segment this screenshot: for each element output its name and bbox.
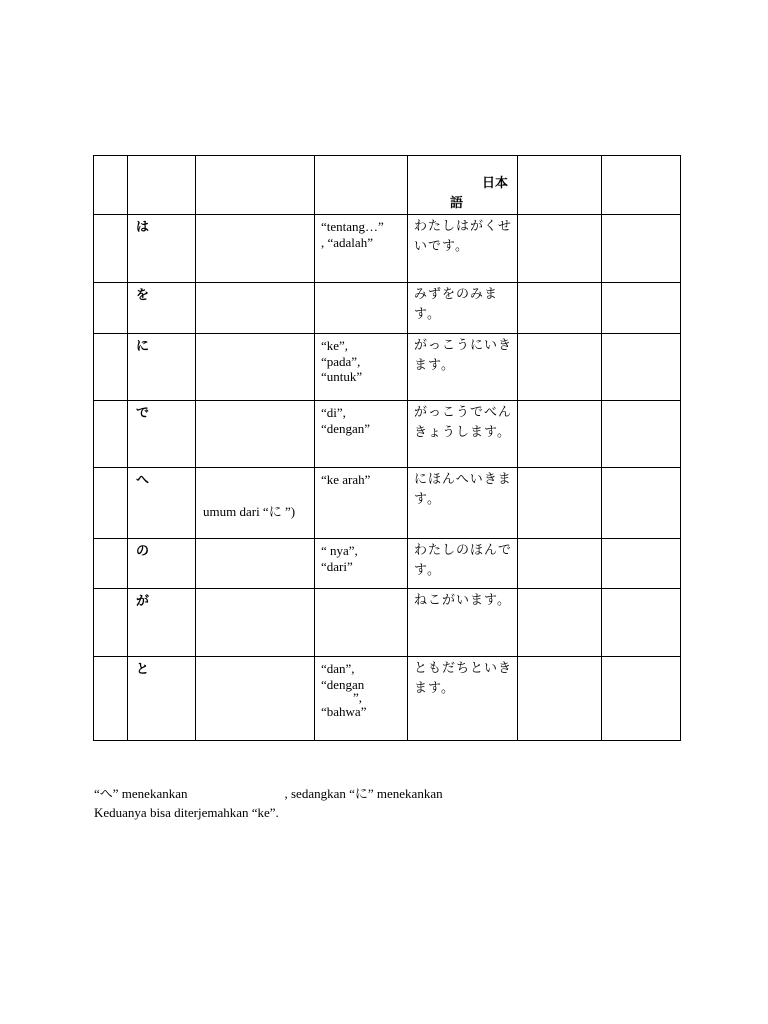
footer-text: , sedangkan “に” menekankan	[284, 786, 443, 801]
meaning-line: ”,	[353, 690, 363, 706]
particle-table	[93, 155, 681, 741]
header-japanese-line1: 日本	[481, 176, 508, 191]
meaning-line: “ nya”,	[321, 543, 358, 558]
meaning-cell	[315, 401, 407, 436]
example-cell: ともだちといきます。	[414, 661, 513, 696]
meaning-line: “untuk”	[321, 369, 363, 385]
example-cell: にほんへいきます。	[414, 472, 512, 507]
footer-text: “へ” menekankan	[94, 786, 188, 801]
header-cell	[196, 156, 315, 215]
meaning-cell	[315, 215, 407, 250]
table-row	[94, 657, 681, 741]
meaning-line: “ke arah”	[321, 472, 371, 487]
particle-cell: に	[136, 339, 150, 354]
footer-line-2: Keduanya bisa diterjemahkan “ke”.	[94, 805, 279, 820]
meaning-line: “dengan”	[321, 420, 371, 436]
footer-line-1	[94, 785, 443, 803]
meaning-line: “pada”,	[321, 353, 361, 369]
header-cell	[602, 156, 681, 215]
meaning-line: , “adalah”	[321, 234, 373, 250]
meaning-line: “di”,	[321, 405, 346, 420]
table-row	[94, 283, 681, 334]
example-cell: がっこうでべんきょうします。	[414, 405, 513, 440]
example-cell: がっこうにいきます。	[414, 338, 513, 373]
meaning-line: “dari”	[321, 558, 353, 574]
table-row	[94, 334, 681, 401]
particle-cell: が	[136, 594, 150, 609]
header-cell	[315, 156, 408, 215]
note-cell: umum dari “に ”)	[203, 504, 296, 519]
particle-cell: を	[136, 288, 150, 303]
meaning-cell	[315, 539, 407, 574]
header-japanese-line2: 語	[449, 196, 463, 211]
table-row	[94, 468, 681, 539]
meaning-line: “dengan	[321, 676, 365, 692]
meaning-line: “tentang…”	[321, 219, 384, 234]
particle-cell: へ	[136, 473, 150, 488]
particle-cell: で	[136, 406, 150, 421]
header-cell-japanese	[408, 156, 518, 215]
particle-cell: と	[136, 662, 150, 677]
table-row	[94, 215, 681, 283]
header-cell	[518, 156, 602, 215]
meaning-cell	[315, 334, 407, 385]
meaning-line: “dan”,	[321, 661, 355, 676]
table-header-row	[94, 156, 681, 215]
particle-cell: は	[136, 220, 150, 235]
table-row	[94, 539, 681, 589]
header-cell	[128, 156, 196, 215]
table-row	[94, 589, 681, 657]
header-cell	[94, 156, 128, 215]
meaning-cell	[315, 657, 407, 719]
example-cell: わたしのほんです。	[414, 543, 513, 578]
example-cell: ねこがいます。	[414, 593, 511, 608]
table-row	[94, 401, 681, 468]
meaning-line: “ke”,	[321, 338, 349, 353]
example-cell: みずをのみます。	[414, 287, 499, 322]
meaning-cell	[315, 468, 407, 488]
example-cell: わたしはがくせいです。	[414, 219, 513, 254]
meaning-line: “bahwa”	[321, 703, 367, 719]
particle-cell: の	[136, 544, 150, 559]
